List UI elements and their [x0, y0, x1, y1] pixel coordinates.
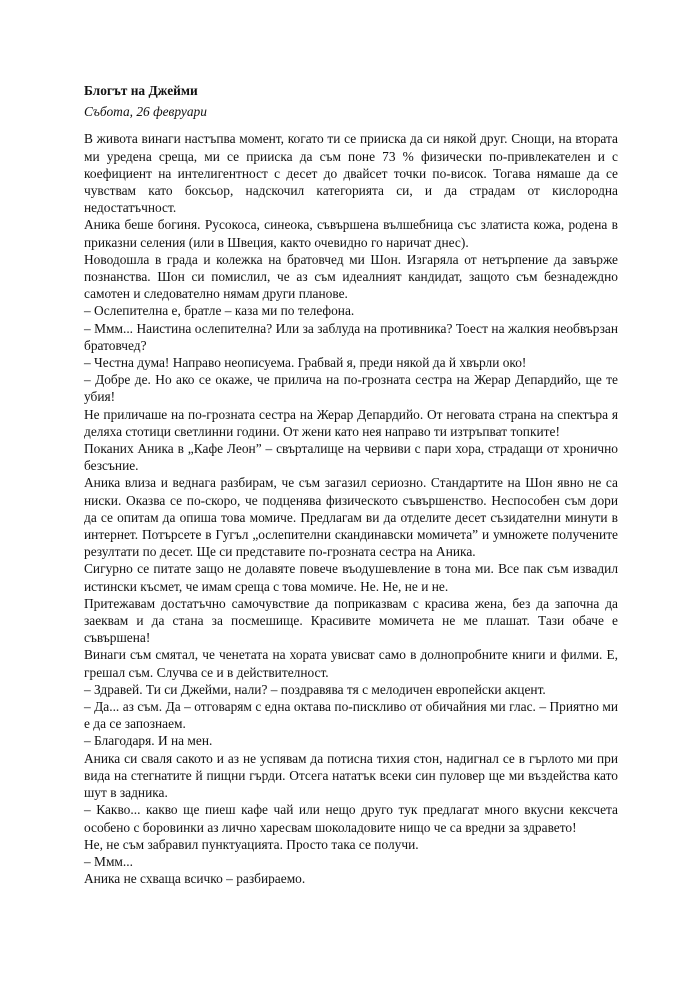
paragraph: Новодошла в града и колежка на братовчед ми Шон. Изгаряла от нетърпение да завърже познанства. Шон си помислил, че аз съм идеалният кандидат, защото съм безнадеждно самотен и следователно нямам други планове.	[84, 251, 618, 302]
paragraph: Не приличаше на по-грозната сестра на Жерар Депардийо. От неговата страна на спектъра я деляха стотици светлинни години. От жени като нея направо ти изтръпват топките!	[84, 406, 618, 439]
paragraph: Не, не съм забравил пунктуацията. Просто така се получи.	[84, 836, 419, 852]
paragraph: Аника беше богиня. Русокоса, синеока, съвършена вълшебница със златиста кожа, родена в приказни селения (или в Швеция, както очевидно го наричат днес).	[84, 217, 618, 250]
paragraph: Притежавам достатъчно самочувствие да поприказвам с красива жена, без да започна да заеквам и да стана за посмешище. Красивите момичета не ме плашат. Тази обаче е съвършена!	[84, 595, 618, 646]
dialogue-line: – Ммм... Наистина ослепителна? Или за заблуда на противника? Тоест на жалкия необвързан братовчед?	[84, 320, 618, 353]
paragraph: В живота винаги настъпва момент, когато ти се прииска да си някой друг. Снощи, на втората ми уредена среща, ми се прииска да съм поне 73 % физически по-привлекателен и с коефициент на интелигентност с десет до двайсет точки по-висок. Тогава нямаше да се чувствам като боксьор, надскочил категорията си, и да страдам от кислородна недостатъчност.	[84, 131, 618, 216]
paragraph: Сигурно се питате защо не долавяте повече въодушевление в тона ми. Все пак съм извадил истински късмет, че имам среща с това момиче. Не. Не, не и не.	[84, 561, 618, 594]
dialogue-line: – Здравей. Ти си Джейми, нали? – поздравява тя с мелодичен европейски акцент.	[84, 681, 546, 697]
paragraph: Аника влиза и веднага разбирам, че съм загазил сериозно. Стандартите на Шон явно не са ниски. Оказва се по-скоро, че подценява физическото съвършенство. Неспособен съм дори да се опитам да опиша това момиче. Предлагам ви да отделите десет съзидателни минути в интернет. Потърсете в Гугъл „ослепителни скандинавски момичета” и умножете получените резултати по десет. Ще си представите по-грозната сестра на Аника.	[84, 475, 618, 560]
entry-date: Събота, 26 февруари	[84, 104, 207, 120]
paragraph: Аника не схваща всичко – разбираемо.	[84, 871, 306, 887]
dialogue-line: – Да... аз съм. Да – отговарям с една октава по-пискливо от обичайния ми глас. – Приятно ми е да се запознаем.	[84, 699, 618, 732]
paragraph: Аника си сваля сакото и аз не успявам да потисна тихия стон, надигнал се в гърлото ми при вида на стегнатите й пищни гърди. Отсега нататък всеки син пуловер ще ми въздейства като шут в задника.	[84, 750, 618, 801]
dialogue-line: – Ослепителна е, братле – каза ми по телефона.	[84, 303, 355, 319]
dialogue-line: – Добре де. Но ако се окаже, че прилича на по-грозната сестра на Жерар Депардийо, ще те убия!	[84, 372, 618, 405]
paragraph: Поканих Аника в „Кафе Леон” – свърталище на червиви с пари хора, страдащи от хронично безсъние.	[84, 441, 618, 474]
paragraph: Винаги съм смятал, че ченетата на хората увисват само в долнопробните книги и филми. Е, грешал съм. Случва се и в действителност.	[84, 647, 618, 680]
dialogue-line: – Благодаря. И на мен.	[84, 733, 213, 749]
document-content	[84, 82, 618, 887]
dialogue-line: – Ммм...	[84, 853, 133, 869]
dialogue-line: – Какво... какво ще пиеш кафе чай или нещо друго тук предлагат много вкусни кексчета особено с боровинки аз лично харесвам шоколадовите нищо че са вредни за здравето!	[84, 802, 618, 835]
blog-title: Блогът на Джейми	[84, 83, 198, 98]
dialogue-line: – Честна дума! Направо неописуема. Грабвай я, преди някой да й хвърли око!	[84, 355, 527, 371]
